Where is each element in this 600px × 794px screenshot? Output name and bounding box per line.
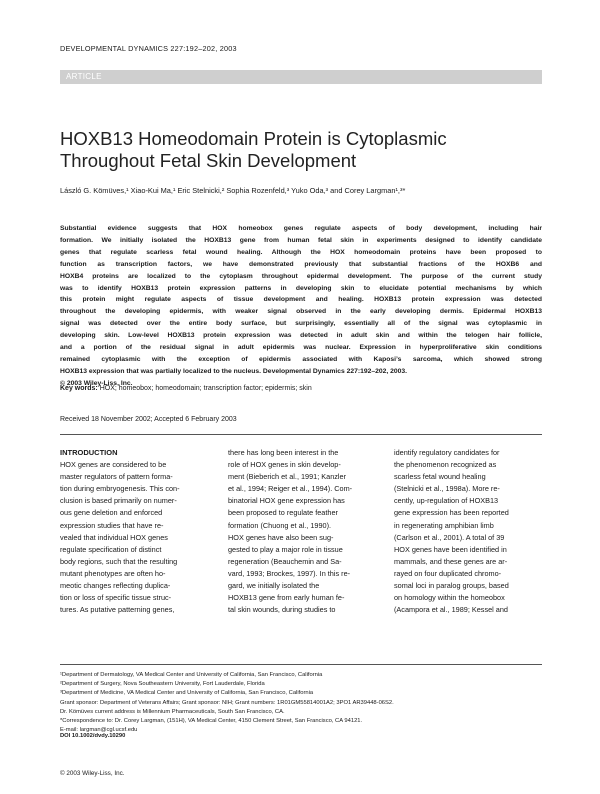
body-line: master regulators of pattern forma-: [60, 472, 173, 482]
divider: [60, 434, 542, 435]
section-heading: INTRODUCTION: [60, 448, 118, 457]
author-list: László G. Kömüves,¹ Xiao-Kui Ma,¹ Eric Stelnicki,² Sophia Rozenfeld,³ Yuko Oda,³ and Corey Largman¹,³*: [60, 186, 406, 195]
abstract-line: remained cytoplasmic with the exception of epidermis associated with Kaposi’s sarcoma, which showed strong: [60, 355, 542, 363]
footnote-line: Dr. Kömüves current address is Millennium Pharmaceuticals, South San Francisco, CA.: [60, 708, 285, 715]
footnote-line: *Correspondence to: Dr. Corey Largman, (151H), VA Medical Center, 4150 Clement Street, San Francisco, CA 94121.: [60, 718, 363, 725]
abstract-line: HOXB4 proteins are localized to the cytoplasm throughout epidermal development. The purpose of the current study: [60, 272, 542, 280]
body-line: body regions, such that the resulting: [60, 556, 178, 566]
body-line: gene expression has been reported: [394, 508, 509, 518]
body-line: (Carlson et al., 2001). A total of 39: [394, 532, 505, 542]
body-line: vard, 1993; Brockes, 1997). In this re-: [228, 568, 351, 578]
journal-header: DEVELOPMENTAL DYNAMICS 227:192–202, 2003: [60, 44, 237, 53]
body-line: mammals, and these genes are ar-: [394, 556, 508, 566]
body-line: gard, we initially isolated the: [228, 581, 320, 591]
body-line: ment (Bieberich et al., 1991; Kanzler: [228, 472, 347, 482]
footnote-line: E-mail: largman@cgl.ucsf.edu: [60, 727, 138, 734]
copyright-footer: © 2003 Wiley-Liss, Inc.: [60, 770, 125, 777]
intro-column-3: [394, 447, 540, 616]
body-line: scarless fetal wound healing: [394, 472, 486, 482]
abstract-line: and a portion of the residual signal in adult epidermis was nuclear. Expression in hyperproliferative skin conditions: [60, 344, 542, 352]
body-line: cently, up-regulation of HOXB13: [394, 496, 499, 506]
abstract-line: signal was detected over the entire body surface, but surprisingly, essentially all of the signal was cytoplasmic in: [60, 320, 542, 328]
footnote-line: ³Department of Medicine, VA Medical Center and University of California, San Francisco, California: [60, 690, 314, 697]
body-line: HOX genes have also been sug-: [228, 532, 334, 542]
body-line: somal loci in paralog groups, based: [394, 581, 509, 591]
body-line: been proposed to regulate feather: [228, 508, 338, 518]
body-line: (Acampora et al., 1989; Kessel and: [394, 605, 508, 615]
intro-column-2: [228, 447, 374, 616]
divider: [60, 664, 542, 665]
section-label: ARTICLE: [66, 72, 102, 81]
body-line: vealed that individual HOX genes: [60, 532, 168, 542]
abstract-line: was to identify HOXB13 protein expression patterns in developing skin to elucidate potential mechanisms by which: [60, 284, 542, 292]
body-line: in regenerating amphibian limb: [394, 520, 494, 530]
abstract-line: developing skin. Low-level HOXB13 protein expression was detected in adult skin and within the telogen hair follicle,: [60, 332, 542, 340]
received-dates: Received 18 November 2002; Accepted 6 February 2003: [60, 416, 237, 423]
body-line: formation (Chuong et al., 1990).: [228, 520, 332, 530]
body-line: HOX genes have been identified in: [394, 544, 507, 554]
body-line: regulate specification of distinct: [60, 544, 162, 554]
body-line: tion during embryogenesis. This con-: [60, 484, 180, 494]
affiliations: [60, 671, 542, 735]
abstract-line: genes that regulate scarless fetal wound healing. Although the HOX homeodomain proteins have been proposed to: [60, 248, 542, 256]
abstract-line: © 2003 Wiley-Liss, Inc.: [60, 379, 133, 387]
body-line: binatorial HOX gene expression has: [228, 496, 345, 506]
body-line: the phenomenon recognized as: [394, 460, 497, 470]
body-line: on homology within the homeobox: [394, 593, 505, 603]
body-line: tal skin wounds, during studies to: [228, 605, 336, 615]
footnote-line: ¹Department of Dermatology, VA Medical Center and University of California, San Francisco, California: [60, 672, 323, 678]
title-line: HOXB13 Homeodomain Protein is Cytoplasmic: [60, 128, 447, 149]
keywords-list: HOX; homeobox; homeodomain; transcription factor; epidermis; skin: [99, 385, 312, 392]
abstract-line: Substantial evidence suggests that HOX homeobox genes regulate aspects of body development, including hair: [60, 225, 542, 232]
body-line: regeneration (Beauchemin and Sa-: [228, 556, 342, 566]
body-line: HOX genes are considered to be: [60, 460, 167, 470]
body-line: identify regulatory candidates for: [394, 448, 500, 457]
section-band: [60, 70, 542, 84]
footnote-line: ²Department of Surgery, Nova Southeastern University, Fort Lauderdale, Florida: [60, 681, 265, 688]
abstract-line: HOXB13 expression that was partially localized to the nucleus. Developmental Dynamics 227:192–202, 2003.: [60, 367, 408, 375]
body-line: mutant phenotypes are often ho-: [60, 568, 166, 578]
body-line: there has long been interest in the: [228, 448, 339, 457]
body-line: meotic changes reflecting duplica-: [60, 581, 171, 591]
abstract-line: function as transcription factors, we have demonstrated previously that substantial fractions of the HOXB6 and: [60, 260, 542, 268]
keywords-label: Key words:: [60, 385, 98, 392]
abstract-line: this protein might regulate aspects of tissue development and healing. HOXB13 protein expression was detected: [60, 296, 542, 304]
body-line: rayed on four duplicated chromo-: [394, 568, 502, 578]
body-line: clusion is based primarily on numer-: [60, 496, 177, 506]
body-line: role of HOX genes in skin develop-: [228, 460, 341, 470]
body-line: HOXB13 gene from early human fe-: [228, 593, 345, 603]
body-line: tures. As putative patterning genes,: [60, 605, 175, 615]
body-line: ous gene deletion and enforced: [60, 508, 163, 518]
body-line: expression studies that have re-: [60, 520, 164, 530]
article-title: [60, 128, 540, 172]
footnote-line: Grant sponsor: Department of Veterans Affairs; Grant sponsor: NIH; Grant numbers: 1R01GM55814001A2; 3PO1 AR39448-06S2.: [60, 699, 394, 706]
keywords: [60, 385, 312, 392]
abstract: [60, 223, 542, 390]
doi: DOI 10.1002/dvdy.10290: [60, 733, 126, 739]
body-line: gested to play a major role in tissue: [228, 544, 343, 554]
title-line: Throughout Fetal Skin Development: [60, 150, 357, 171]
body-line: (Stelnicki et al., 1998a). More re-: [394, 484, 500, 494]
body-line: et al., 1994; Reiger et al., 1994). Com-: [228, 484, 353, 494]
abstract-line: formation. We initially isolated the HOXB13 gene from human fetal skin in experiments designed to identify candidate: [60, 236, 542, 244]
abstract-line: throughout the developing epidermis, with weaker signal observed in the early developing dermis. Epidermal HOXB13: [60, 308, 542, 316]
body-line: tion or loss of specific tissue struc-: [60, 593, 172, 603]
intro-column-1: [60, 447, 206, 616]
